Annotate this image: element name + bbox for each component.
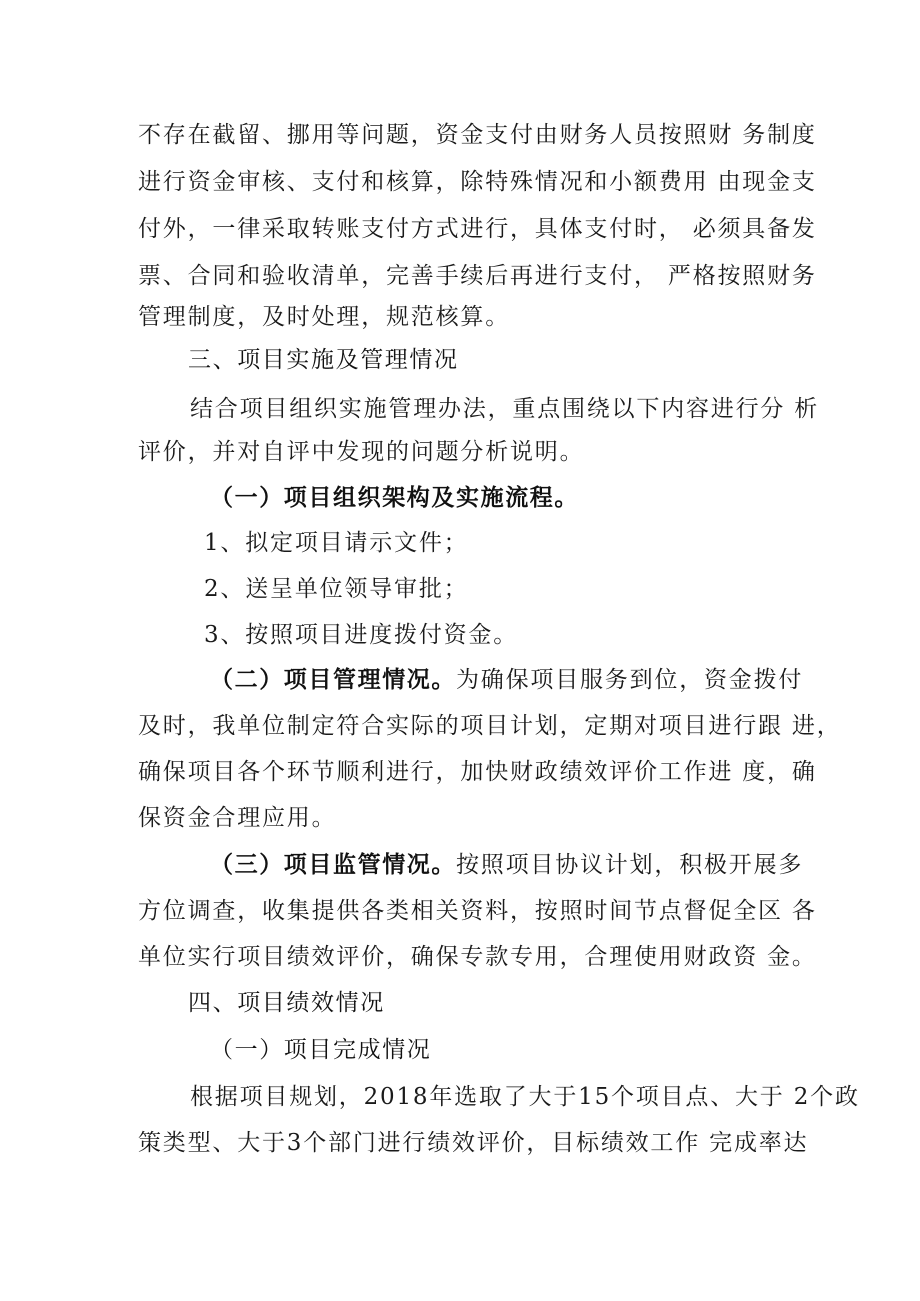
paragraph-line: 确保项目各个环节顺利进行，加快财政绩效评价工作进 度，确 <box>138 759 817 785</box>
paragraph-line: 策类型、大于3个部门进行绩效评价，目标绩效工作 完成率达 <box>138 1130 809 1156</box>
list-item: 3、按照项目进度拨付资金。 <box>204 622 519 648</box>
paragraph-line: 管理制度，及时处理，规范核算。 <box>138 304 510 330</box>
section-heading: 三、项目实施及管理情况 <box>188 347 459 373</box>
list-item: 1、拟定项目请示文件； <box>204 530 469 556</box>
paragraph-line: 评价，并对自评中发现的问题分析说明。 <box>138 439 585 465</box>
list-item: 2、送呈单位领导审批； <box>204 576 469 602</box>
paragraph-line: 保资金合理应用。 <box>138 805 337 831</box>
paragraph-line: 结合项目组织实施管理办法，重点围绕以下内容进行分 析 <box>190 396 820 422</box>
subsection-heading: （一）项目组织架构及实施流程。 <box>210 485 579 511</box>
subsection-lead: （二）项目管理情况。 <box>210 667 456 693</box>
paragraph-line <box>210 850 803 880</box>
paragraph-line: 根据项目规划，2018年选取了大于15个项目点、大于 2个政 <box>190 1084 860 1110</box>
paragraph-line: 票、合同和验收清单，完善手续后再进行支付， 严格按照财务 <box>138 263 817 289</box>
paragraph-text: 按照项目协议计划，积极开展多 <box>456 852 804 878</box>
paragraph-line <box>210 665 803 695</box>
paragraph-line: 及时，我单位制定符合实际的项目计划，定期对项目进行跟 进， <box>138 713 842 739</box>
section-heading: 四、项目绩效情况 <box>188 990 385 1016</box>
subsection-lead: （三）项目监管情况。 <box>210 852 456 878</box>
paragraph-line: 进行资金审核、支付和核算，除特殊情况和小额费用 由现金支 <box>138 169 817 195</box>
paragraph-line: 单位实行项目绩效评价，确保专款专用，合理使用财政资 金。 <box>138 944 817 970</box>
paragraph-line: 不存在截留、挪用等问题，资金支付由财务人员按照财 务制度 <box>138 122 817 148</box>
paragraph-line: 付外，一律采取转账支付方式进行，具体支付时， 必须具备发 <box>138 216 817 242</box>
subsection-heading: （一）项目完成情况 <box>210 1037 432 1063</box>
paragraph-line: 方位调查，收集提供各类相关资料，按照时间节点督促全区 各 <box>138 898 817 924</box>
paragraph-text: 为确保项目服务到位，资金拨付 <box>456 667 804 693</box>
